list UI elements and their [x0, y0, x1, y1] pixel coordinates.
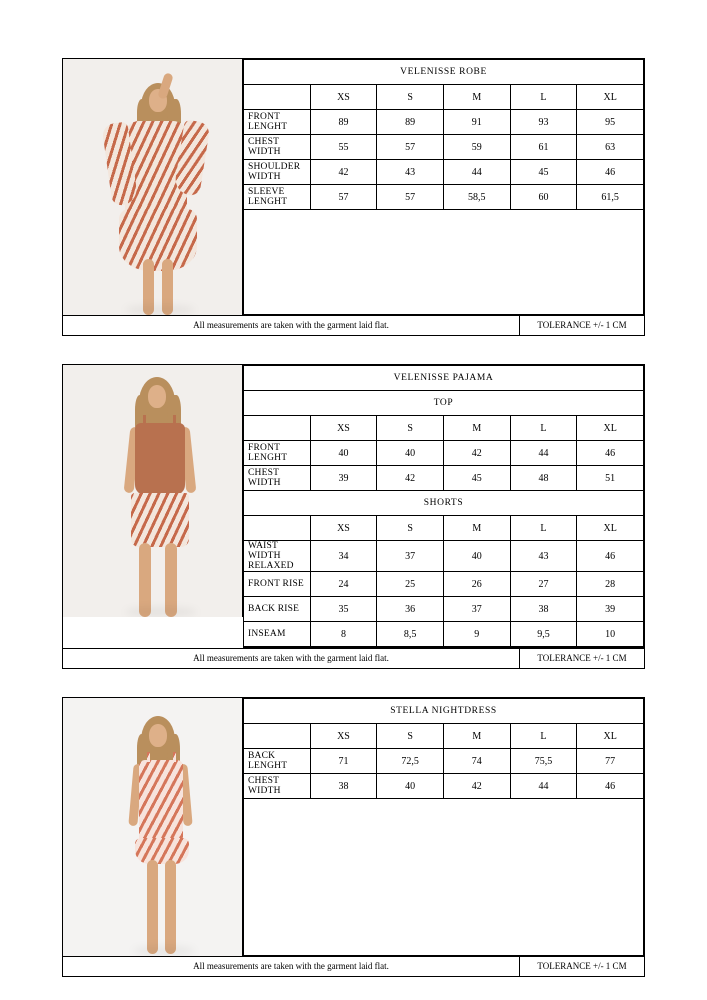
measure-value: 74 [443, 749, 510, 774]
measure-value: 58,5 [443, 185, 510, 210]
measurement-note: All measurements are taken with the garment laid flat. [63, 649, 520, 668]
measure-value: 46 [577, 774, 644, 799]
table-section-row [244, 391, 644, 416]
card-footer [63, 648, 644, 668]
measurement-note: All measurements are taken with the garment laid flat. [63, 316, 520, 335]
table-row [244, 160, 644, 185]
size-header-m: M [443, 416, 510, 441]
table-section-row [244, 491, 644, 516]
table-row [244, 135, 644, 160]
table-title-row [244, 366, 644, 391]
measure-value: 40 [310, 441, 377, 466]
size-header-m: M [443, 85, 510, 110]
size-header-xl: XL [577, 416, 644, 441]
measure-value: 61,5 [577, 185, 644, 210]
measure-value: 34 [310, 541, 377, 572]
section-title-top: TOP [244, 391, 644, 416]
measure-label: FRONT LENGHT [244, 110, 311, 135]
measure-label-header [244, 416, 311, 441]
measure-label: FRONT RISE [244, 572, 311, 597]
measure-value: 39 [577, 597, 644, 622]
measure-value: 10 [577, 622, 644, 647]
table-filler [243, 647, 644, 648]
table-title-row [244, 699, 644, 724]
table-row [244, 572, 644, 597]
table-row [244, 774, 644, 799]
size-header-l: L [510, 85, 577, 110]
product-card-pajama [62, 364, 645, 669]
size-header-xs: XS [310, 416, 377, 441]
measure-label: SHOULDER WIDTH [244, 160, 311, 185]
measure-value: 61 [510, 135, 577, 160]
size-header-xs: XS [310, 516, 377, 541]
measure-value: 89 [377, 110, 444, 135]
measure-label: CHEST WIDTH [244, 774, 311, 799]
size-header-l: L [510, 724, 577, 749]
measure-value: 44 [510, 441, 577, 466]
table-row [244, 441, 644, 466]
tolerance-note: TOLERANCE +/- 1 CM [537, 653, 627, 663]
measure-value: 46 [577, 160, 644, 185]
size-header-xl: XL [577, 724, 644, 749]
measure-label-header [244, 85, 311, 110]
measure-value: 48 [510, 466, 577, 491]
table-header-row [244, 724, 644, 749]
table-row [244, 622, 644, 647]
card-footer [63, 956, 644, 976]
table-header-row [244, 85, 644, 110]
measure-value: 55 [310, 135, 377, 160]
product-title: STELLA NIGHTDRESS [244, 699, 644, 724]
product-photo-robe [63, 59, 243, 315]
measure-value: 35 [310, 597, 377, 622]
measure-value: 26 [443, 572, 510, 597]
measure-value: 37 [443, 597, 510, 622]
measure-value: 42 [443, 441, 510, 466]
measure-label: BACK LENGHT [244, 749, 311, 774]
measure-value: 95 [577, 110, 644, 135]
measure-value: 42 [377, 466, 444, 491]
product-photo-nightdress [63, 698, 243, 956]
size-header-s: S [377, 85, 444, 110]
measure-value: 9 [443, 622, 510, 647]
measure-value: 45 [510, 160, 577, 185]
measure-value: 9,5 [510, 622, 577, 647]
measure-value: 40 [377, 774, 444, 799]
table-row [244, 185, 644, 210]
measure-value: 57 [310, 185, 377, 210]
table-header-row [244, 416, 644, 441]
measure-label: BACK RISE [244, 597, 311, 622]
measure-value: 46 [577, 541, 644, 572]
table-row [244, 110, 644, 135]
size-header-xl: XL [577, 516, 644, 541]
card-body [63, 698, 644, 956]
table-row [244, 597, 644, 622]
product-title: VELENISSE PAJAMA [244, 366, 644, 391]
card-body [63, 59, 644, 315]
measure-value: 42 [443, 774, 510, 799]
measure-value: 38 [310, 774, 377, 799]
size-header-m: M [443, 516, 510, 541]
measure-value: 91 [443, 110, 510, 135]
measure-value: 71 [310, 749, 377, 774]
tolerance-note: TOLERANCE +/- 1 CM [537, 320, 627, 330]
measure-value: 89 [310, 110, 377, 135]
table-row [244, 749, 644, 774]
table-row [244, 466, 644, 491]
measure-value: 43 [377, 160, 444, 185]
measure-value: 77 [577, 749, 644, 774]
size-header-m: M [443, 724, 510, 749]
table-title-row [244, 60, 644, 85]
measure-value: 42 [310, 160, 377, 185]
measure-value: 57 [377, 135, 444, 160]
product-title: VELENISSE ROBE [244, 60, 644, 85]
measure-value: 37 [377, 541, 444, 572]
card-footer [63, 315, 644, 335]
measure-value: 45 [443, 466, 510, 491]
measure-label: CHEST WIDTH [244, 466, 311, 491]
measure-value: 63 [577, 135, 644, 160]
size-header-xs: XS [310, 724, 377, 749]
measure-value: 46 [577, 441, 644, 466]
measure-value: 75,5 [510, 749, 577, 774]
measure-label: SLEEVE LENGHT [244, 185, 311, 210]
measurement-note: All measurements are taken with the garment laid flat. [63, 957, 520, 976]
measure-value: 27 [510, 572, 577, 597]
measure-value: 39 [310, 466, 377, 491]
measure-value: 8,5 [377, 622, 444, 647]
measure-value: 43 [510, 541, 577, 572]
product-photo-pajama [63, 365, 243, 617]
table-row [244, 541, 644, 572]
size-header-l: L [510, 516, 577, 541]
size-table-pajama [243, 365, 644, 648]
tolerance-note: TOLERANCE +/- 1 CM [537, 961, 627, 971]
product-card-nightdress [62, 697, 645, 977]
measure-label: CHEST WIDTH [244, 135, 311, 160]
measure-value: 44 [510, 774, 577, 799]
table-header-row [244, 516, 644, 541]
measure-label-header [244, 724, 311, 749]
size-header-s: S [377, 416, 444, 441]
measure-value: 38 [510, 597, 577, 622]
measure-value: 72,5 [377, 749, 444, 774]
measure-value: 40 [443, 541, 510, 572]
product-card-robe [62, 58, 645, 336]
size-header-s: S [377, 724, 444, 749]
size-header-s: S [377, 516, 444, 541]
measure-value: 93 [510, 110, 577, 135]
measure-value: 44 [443, 160, 510, 185]
measure-value: 8 [310, 622, 377, 647]
measure-value: 57 [377, 185, 444, 210]
measure-value: 25 [377, 572, 444, 597]
size-header-xl: XL [577, 85, 644, 110]
size-table-nightdress [243, 698, 644, 956]
measure-value: 24 [310, 572, 377, 597]
measure-value: 36 [377, 597, 444, 622]
measure-label: FRONT LENGHT [244, 441, 311, 466]
card-body [63, 365, 644, 648]
measure-value: 59 [443, 135, 510, 160]
table-filler [243, 210, 644, 315]
size-table-robe [243, 59, 644, 315]
measure-value: 60 [510, 185, 577, 210]
table-filler [243, 799, 644, 956]
measure-label: INSEAM [244, 622, 311, 647]
section-title-shorts: SHORTS [244, 491, 644, 516]
size-header-xs: XS [310, 85, 377, 110]
measure-label: WAIST WIDTH RELAXED [244, 541, 311, 572]
measure-value: 51 [577, 466, 644, 491]
measure-value: 40 [377, 441, 444, 466]
size-header-l: L [510, 416, 577, 441]
measure-label-header [244, 516, 311, 541]
measure-value: 28 [577, 572, 644, 597]
